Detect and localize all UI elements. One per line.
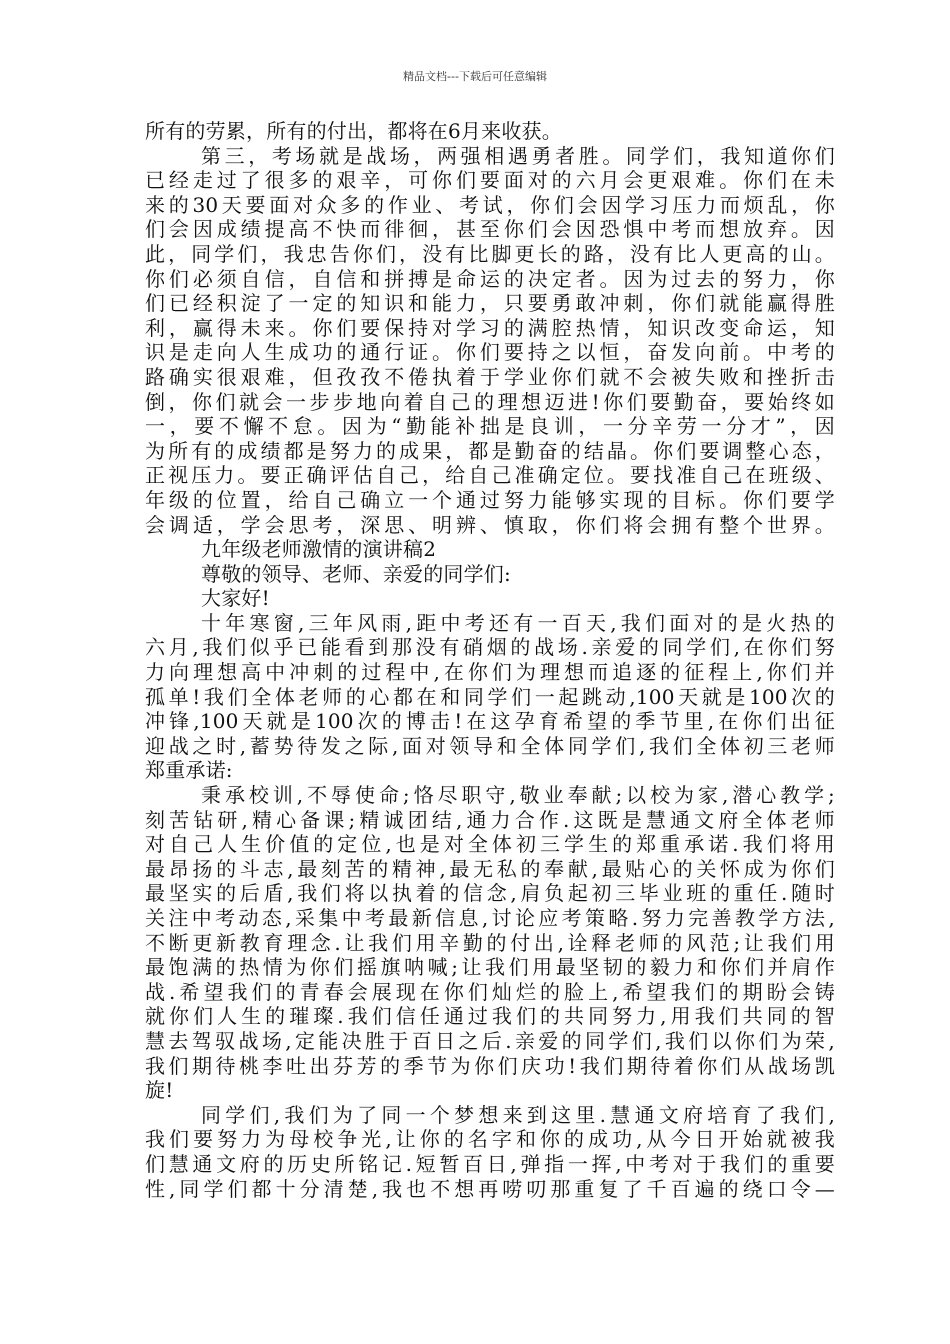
text-line: 正视压力。要正确评估自己，给自己准确定位。要找准自己在班级、 xyxy=(145,463,835,488)
text-line: 们会因成绩提高不快而徘徊，甚至你们会因恐惧中考而想放弃。因 xyxy=(145,217,835,242)
text-line: 利，赢得未来。你们要保持对学习的满腔热情，知识改变命运，知 xyxy=(145,315,835,340)
text-line: 迎战之时,蓄势待发之际,面对领导和全体同学们,我们全体初三老师 xyxy=(145,733,835,758)
text-line: 我们期待桃李吐出芬芳的季节为你们庆功!我们期待着你们从战场凯 xyxy=(145,1053,835,1078)
text-line: 为所有的成绩都是努力的成果，都是勤奋的结晶。你们要调整心态， xyxy=(145,438,835,463)
greeting: 大家好! xyxy=(201,586,270,611)
text-line: 力向理想高中冲刺的过程中,在你们为理想而追逐的征程上,你们并 xyxy=(145,660,835,685)
text-line: 们慧通文府的历史所铭记.短暂百日,弹指一挥,中考对于我们的重要 xyxy=(145,1151,835,1176)
text-line: 郑重承诺: xyxy=(145,758,233,783)
document-body xyxy=(145,119,835,1201)
text-line: 冲锋,100天就是100次的博击!在这孕育希望的季节里,在你们出征 xyxy=(145,709,835,734)
text-line: 刻苦钻研,精心备课;精诚团结,通力合作.这既是慧通文府全体老师 xyxy=(145,807,835,832)
text-line: 六月,我们似乎已能看到那没有硝烟的战场.亲爱的同学们,在你们努 xyxy=(145,635,835,660)
text-line: 所有的劳累，所有的付出，都将在6月来收获。 xyxy=(145,119,562,143)
text-line: 年级的位置，给自己确立一个通过努力能够实现的目标。你们要学 xyxy=(145,487,835,512)
text-line: 倒，你们就会一步步地向着自己的理想迈进!你们要勤奋，要始终如 xyxy=(145,389,835,414)
text-line: 同学们,我们为了同一个梦想来到这里.慧通文府培育了我们, xyxy=(201,1102,835,1127)
text-line: 识是走向人生成功的通行证。你们要持之以恒，奋发向前。中考的 xyxy=(145,340,835,365)
text-line: 性,同学们都十分清楚,我也不想再唠叨那重复了千百遍的绕口令— xyxy=(145,1176,835,1201)
text-line: 最昂扬的斗志,最刻苦的精神,最无私的奉献,最贴心的关怀成为你们 xyxy=(145,856,835,881)
salutation: 尊敬的领导、老师、亲爱的同学们: xyxy=(201,561,511,586)
text-line: 关注中考动态,采集中考最新信息,讨论应考策略.努力完善教学方法, xyxy=(145,906,835,930)
text-line: 秉承校训,不辱使命;恪尽职守,敬业奉献;以校为家,潜心教学; xyxy=(201,783,835,808)
text-line: 已经走过了很多的艰辛，可你们要面对的六月会更艰难。你们在未 xyxy=(145,168,835,193)
text-line: 来的30天要面对众多的作业、考试，你们会因学习压力而烦乱，你 xyxy=(145,192,835,217)
text-line: 路确实很艰难，但孜孜不倦执着于学业你们就不会被失败和挫折击 xyxy=(145,364,835,389)
text-line: 们已经积淀了一定的知识和能力，只要勇敢冲刺，你们就能赢得胜 xyxy=(145,291,835,316)
text-line: 慧去驾驭战场,定能决胜于百日之后.亲爱的同学们,我们以你们为荣, xyxy=(145,1028,835,1053)
text-line: 旋! xyxy=(145,1078,174,1103)
text-line: 十年寒窗,三年风雨,距中考还有一百天,我们面对的是火热的 xyxy=(201,610,835,635)
text-line: 第三，考场就是战场，两强相遇勇者胜。同学们，我知道你们 xyxy=(201,143,835,168)
text-line: 你们必须自信，自信和拼搏是命运的决定者。因为过去的努力，你 xyxy=(145,266,835,291)
text-line: 就你们人生的璀璨.我们信任通过我们的共同努力,用我们共同的智 xyxy=(145,1004,835,1029)
text-line: 战.希望我们的青春会展现在你们灿烂的脸上,希望我们的期盼会铸 xyxy=(145,979,835,1004)
text-line: 不断更新教育理念.让我们用辛勤的付出,诠释老师的风范;让我们用 xyxy=(145,930,835,955)
text-line: 我们要努力为母校争光,让你的名字和你的成功,从今日开始就被我 xyxy=(145,1127,835,1152)
text-line: 对自己人生价值的定位,也是对全体初三学生的郑重承诺.我们将用 xyxy=(145,832,835,857)
text-line: 会调适，学会思考，深思、明辨、慎取，你们将会拥有整个世界。 xyxy=(145,512,835,537)
text-line: 孤单!我们全体老师的心都在和同学们一起跳动,100天就是100次的 xyxy=(145,684,835,709)
section-title: 九年级老师激情的演讲稿2 xyxy=(201,537,437,562)
text-line: 一，要不懈不怠。因为“勤能补拙是良训，一分辛劳一分才”，因 xyxy=(145,414,835,439)
text-line: 最坚实的后盾,我们将以执着的信念,肩负起初三毕业班的重任.随时 xyxy=(145,881,835,906)
text-line: 此，同学们，我忠告你们，没有比脚更长的路，没有比人更高的山。 xyxy=(145,241,835,266)
text-line: 最饱满的热情为你们摇旗呐喊;让我们用最坚韧的毅力和你们并肩作 xyxy=(145,955,835,980)
page-header: 精品文档---下载后可任意编辑 xyxy=(403,70,547,83)
